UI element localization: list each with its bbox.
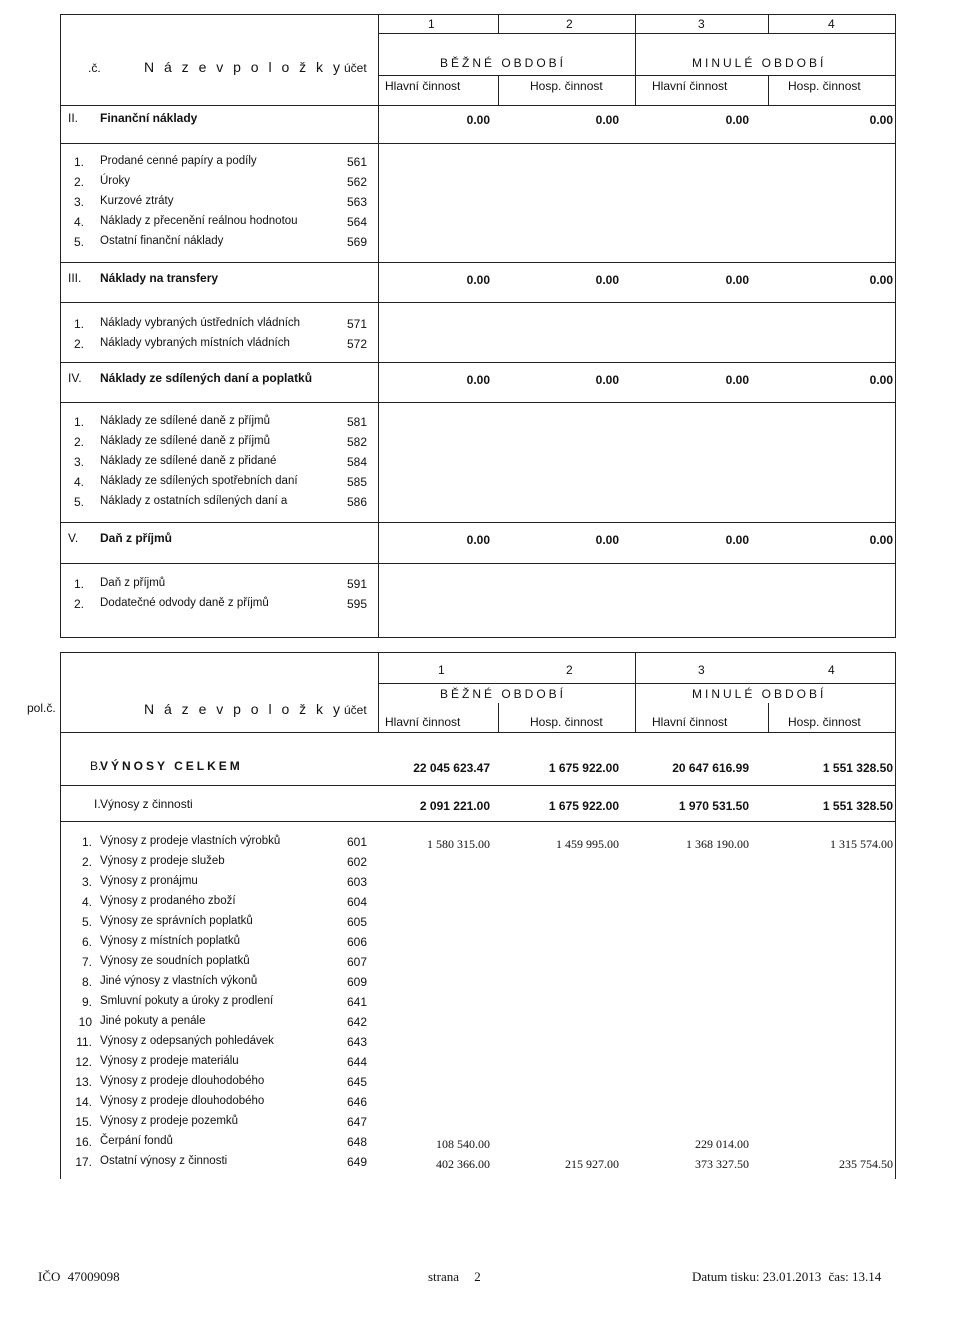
item-account: 581 — [347, 415, 368, 429]
item-title: Výnosy z odepsaných pohledávek — [100, 1035, 274, 1047]
item-number: 17. — [75, 1155, 92, 1169]
item-title: Výnosy z prodeje vlastních výrobků — [100, 835, 281, 847]
section-value-4: 0.00 — [869, 273, 893, 287]
section-number: III. — [68, 271, 82, 285]
item-number: 16. — [75, 1135, 92, 1149]
item-number: 1. — [74, 577, 85, 591]
item-title: Dodatečné odvody daně z příjmů — [100, 597, 269, 609]
item-title: Daň z příjmů — [100, 577, 166, 589]
item-account: 607 — [347, 955, 368, 969]
item-account: 643 — [347, 1035, 368, 1049]
col-number-3: 3 — [698, 17, 705, 31]
item-value-2: 215 927.00 — [565, 1157, 619, 1171]
section-value-3: 0.00 — [725, 113, 749, 127]
item-number: 3. — [81, 875, 92, 889]
item-number: 5. — [81, 915, 92, 929]
item-title: Prodané cenné papíry a podíly — [100, 155, 257, 167]
item-account: 595 — [347, 597, 368, 611]
print-date-label: Datum tisku: — [692, 1269, 760, 1284]
row-divider — [60, 302, 895, 303]
section-number: I. — [94, 797, 101, 811]
col-divider — [768, 75, 769, 105]
row-divider — [60, 143, 895, 144]
section-value-1: 0.00 — [466, 373, 490, 387]
section-title: Náklady na transfery — [100, 271, 219, 285]
item-title: Náklady z přecenění reálnou hodnotou — [100, 215, 298, 227]
row-divider — [60, 821, 895, 822]
item-account: 563 — [347, 195, 368, 209]
col-divider — [498, 15, 499, 33]
page-label: strana — [428, 1269, 460, 1284]
section-value-2: 0.00 — [595, 113, 619, 127]
ico-value: 47009098 — [67, 1269, 120, 1284]
item-account: 602 — [347, 855, 368, 869]
item-number: 1. — [74, 317, 85, 331]
section-number: V. — [68, 531, 79, 545]
item-value-4: 235 754.50 — [839, 1157, 893, 1171]
item-account: 605 — [347, 915, 368, 929]
item-number: 15. — [75, 1115, 92, 1129]
item-title: Výnosy ze správních poplatků — [100, 915, 253, 927]
item-account: 645 — [347, 1075, 368, 1089]
item-number: 10 — [78, 1015, 92, 1029]
item-account: 582 — [347, 435, 368, 449]
expenses-table — [60, 14, 896, 638]
total-title: VÝNOSY CELKEM — [100, 759, 243, 773]
print-date-value: 23.01.2013 — [762, 1269, 822, 1284]
item-title: Výnosy z pronájmu — [100, 875, 198, 887]
col-divider — [378, 15, 379, 637]
section-value-3: 0.00 — [725, 273, 749, 287]
section-value-4: 0.00 — [869, 533, 893, 547]
subheader-econ-current: Hosp. činnost — [530, 715, 603, 729]
ico-label: IČO — [38, 1269, 61, 1284]
account-column-header: účet — [344, 703, 367, 717]
col-divider — [768, 703, 769, 732]
section-title: Daň z příjmů — [100, 531, 173, 545]
item-title: Jiné pokuty a penále — [100, 1015, 206, 1027]
row-divider — [378, 33, 895, 34]
item-account: 571 — [347, 317, 368, 331]
item-title: Náklady ze sdílené daně z příjmů — [100, 415, 271, 427]
item-title: Výnosy z prodeje materiálu — [100, 1055, 239, 1067]
item-number: 2. — [74, 337, 85, 351]
item-number: 5. — [74, 495, 85, 509]
total-value-3: 20 647 616.99 — [672, 761, 749, 775]
item-number: 8. — [81, 975, 92, 989]
item-value-3: 373 327.50 — [695, 1157, 749, 1171]
item-account: 585 — [347, 475, 368, 489]
item-account: 586 — [347, 495, 368, 509]
item-value-1: 402 366.00 — [436, 1157, 490, 1171]
section-title: Výnosy z činnosti — [100, 797, 193, 811]
subheader-main-current: Hlavní činnost — [385, 79, 461, 93]
page-number: 2 — [474, 1269, 481, 1284]
item-account: 591 — [347, 577, 368, 591]
item-account: 561 — [347, 155, 368, 169]
section-value-2: 0.00 — [595, 373, 619, 387]
item-number: 1. — [81, 835, 92, 849]
print-time-value: 13.14 — [852, 1269, 882, 1284]
item-title: Úroky — [100, 175, 131, 187]
footer-ico — [38, 1269, 120, 1285]
total-value-2: 1 675 922.00 — [548, 761, 619, 775]
item-title: Náklady ze sdílené daně z přidané — [100, 455, 277, 467]
total-value-1: 22 045 623.47 — [413, 761, 490, 775]
item-number: 11. — [76, 1035, 92, 1049]
col-number-1: 1 — [428, 17, 435, 31]
row-divider — [60, 402, 895, 403]
section-value-1: 0.00 — [466, 533, 490, 547]
table-border-left — [60, 15, 61, 637]
section-value-3: 0.00 — [725, 533, 749, 547]
item-number: 3. — [74, 455, 85, 469]
subheader-main-previous: Hlavní činnost — [652, 79, 728, 93]
col-divider — [498, 703, 499, 732]
item-account: 569 — [347, 235, 368, 249]
header-bottom — [60, 732, 895, 733]
item-account: 649 — [347, 1155, 368, 1169]
section-value-4: 0.00 — [869, 113, 893, 127]
section-title: Náklady ze sdílených daní a poplatků — [100, 371, 313, 385]
previous-period-header: MINULÉ OBDOBÍ — [692, 687, 827, 701]
item-number: 14. — [75, 1095, 92, 1109]
section-value-1: 0.00 — [466, 113, 490, 127]
subheader-econ-previous: Hosp. činnost — [788, 79, 861, 93]
item-title: Náklady z ostatních sdílených daní a — [100, 495, 288, 507]
item-number: 2. — [74, 435, 85, 449]
pol-label: .č. — [88, 61, 101, 75]
item-number: 12. — [75, 1055, 92, 1069]
item-account: 644 — [347, 1055, 368, 1069]
item-number: 2. — [81, 855, 92, 869]
current-period-header: BĚŽNÉ OBDOBÍ — [440, 56, 567, 70]
item-value-3: 1 368 190.00 — [686, 837, 749, 851]
section-value-1: 0.00 — [466, 273, 490, 287]
row-divider — [60, 522, 895, 523]
item-account: 604 — [347, 895, 368, 909]
item-number: 13. — [75, 1075, 92, 1089]
item-number: 1. — [74, 155, 85, 169]
item-account: 572 — [347, 337, 368, 351]
item-account: 601 — [347, 835, 368, 849]
total-value-4: 1 551 328.50 — [822, 761, 893, 775]
item-value-2: 1 459 995.00 — [556, 837, 619, 851]
footer-print-date — [692, 1269, 881, 1285]
item-number: 2. — [74, 597, 85, 611]
section-value-2: 1 675 922.00 — [548, 799, 619, 813]
previous-period-header: MINULÉ OBDOBÍ — [692, 56, 827, 70]
subheader-main-previous: Hlavní činnost — [652, 715, 728, 729]
item-account: 603 — [347, 875, 368, 889]
item-title: Výnosy z prodeje dlouhodobého — [100, 1075, 265, 1087]
section-title: Finanční náklady — [100, 111, 198, 125]
col-divider — [768, 15, 769, 33]
item-account: 648 — [347, 1135, 368, 1149]
item-title: Ostatní finanční náklady — [100, 235, 224, 247]
item-title: Výnosy ze soudních poplatků — [100, 955, 250, 967]
item-account: 647 — [347, 1115, 368, 1129]
col-divider — [498, 75, 499, 105]
item-account: 642 — [347, 1015, 368, 1029]
item-value-1: 108 540.00 — [436, 1137, 490, 1151]
col-divider — [635, 15, 636, 105]
current-period-header: BĚŽNÉ OBDOBÍ — [440, 687, 567, 701]
section-number: IV. — [68, 371, 82, 385]
item-title: Výnosy z prodeje pozemků — [100, 1115, 239, 1127]
footer-page — [428, 1269, 481, 1285]
item-number: 5. — [74, 235, 85, 249]
item-account: 562 — [347, 175, 368, 189]
col-number-4: 4 — [828, 663, 835, 677]
item-title: Kurzové ztráty — [100, 195, 174, 207]
pol-label: pol.č. — [27, 701, 56, 715]
subheader-econ-current: Hosp. činnost — [530, 79, 603, 93]
section-value-3: 1 970 531.50 — [678, 799, 749, 813]
section-value-1: 2 091 221.00 — [419, 799, 490, 813]
item-title: Ostatní výnosy z činnosti — [100, 1155, 228, 1167]
item-account: 641 — [347, 995, 368, 1009]
col-number-3: 3 — [698, 663, 705, 677]
item-account: 584 — [347, 455, 368, 469]
name-column-header: N á z e v p o l o ž k y — [144, 701, 343, 717]
col-number-2: 2 — [566, 663, 573, 677]
header-bottom — [60, 105, 895, 106]
row-divider — [378, 683, 895, 684]
item-value-4: 1 315 574.00 — [830, 837, 893, 851]
item-title: Čerpání fondů — [100, 1135, 173, 1147]
item-title: Náklady vybraných ústředních vládních — [100, 317, 301, 329]
account-column-header: účet — [344, 61, 367, 75]
item-account: 609 — [347, 975, 368, 989]
item-title: Náklady vybraných místních vládních — [100, 337, 290, 349]
total-number: B. — [90, 759, 102, 773]
row-divider — [60, 785, 895, 786]
item-title: Náklady ze sdílených spotřebních daní — [100, 475, 298, 487]
item-account: 564 — [347, 215, 368, 229]
item-account: 646 — [347, 1095, 368, 1109]
print-time-label: čas: — [828, 1269, 849, 1284]
section-value-2: 0.00 — [595, 533, 619, 547]
col-divider — [378, 15, 379, 105]
revenues-table — [27, 652, 896, 1179]
item-value-1: 1 580 315.00 — [427, 837, 490, 851]
col-number-1: 1 — [438, 663, 445, 677]
item-account: 606 — [347, 935, 368, 949]
item-value-3: 229 014.00 — [695, 1137, 749, 1151]
subheader-main-current: Hlavní činnost — [385, 715, 461, 729]
col-divider — [378, 653, 379, 732]
item-title: Náklady ze sdílené daně z příjmů — [100, 435, 271, 447]
section-number: II. — [68, 111, 79, 125]
row-divider — [60, 262, 895, 263]
col-number-4: 4 — [828, 17, 835, 31]
col-divider — [635, 653, 636, 732]
section-value-4: 0.00 — [869, 373, 893, 387]
item-number: 7. — [81, 955, 92, 969]
item-number: 4. — [81, 895, 92, 909]
item-number: 4. — [74, 215, 85, 229]
row-divider — [60, 362, 895, 363]
item-number: 6. — [81, 935, 92, 949]
item-title: Výnosy z prodaného zboží — [100, 895, 236, 907]
item-title: Smluvní pokuty a úroky z prodlení — [100, 995, 274, 1007]
item-number: 4. — [74, 475, 85, 489]
row-divider — [378, 75, 895, 76]
row-divider — [60, 563, 895, 564]
section-value-2: 0.00 — [595, 273, 619, 287]
item-number: 9. — [81, 995, 92, 1009]
section-value-4: 1 551 328.50 — [822, 799, 893, 813]
item-title: Jiné výnosy z vlastních výkonů — [100, 975, 258, 987]
item-number: 3. — [74, 195, 85, 209]
item-number: 2. — [74, 175, 85, 189]
section-value-3: 0.00 — [725, 373, 749, 387]
item-title: Výnosy z prodeje dlouhodobého — [100, 1095, 265, 1107]
name-column-header: N á z e v p o l o ž k y — [144, 59, 343, 75]
item-title: Výnosy z místních poplatků — [100, 935, 240, 947]
subheader-econ-previous: Hosp. činnost — [788, 715, 861, 729]
col-number-2: 2 — [566, 17, 573, 31]
item-number: 1. — [74, 415, 85, 429]
item-title: Výnosy z prodeje služeb — [100, 855, 225, 867]
